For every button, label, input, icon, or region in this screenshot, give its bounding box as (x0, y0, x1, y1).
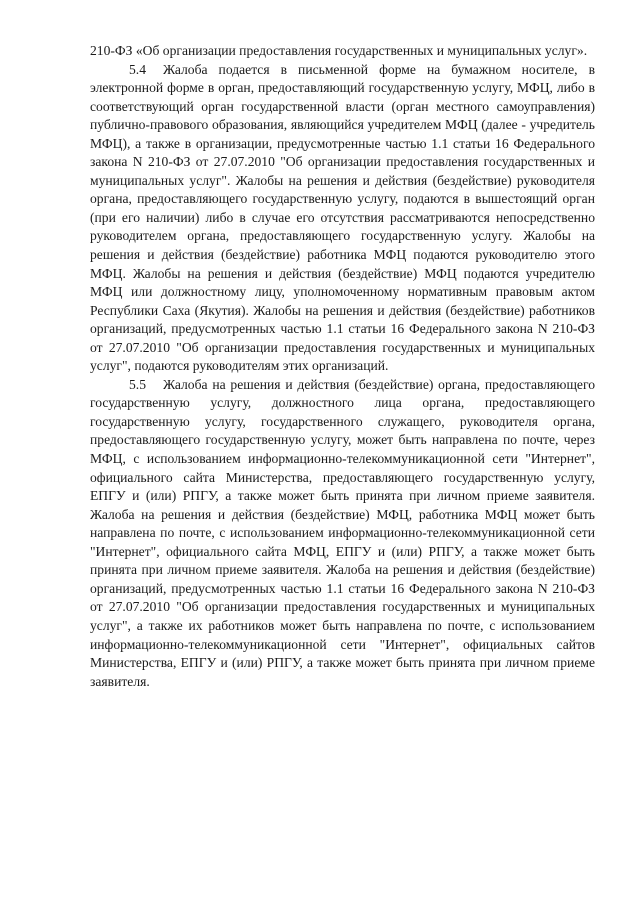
paragraph-5-4 (90, 61, 595, 376)
paragraph-text: Жалоба подается в письменной форме на бумажном носителе, в электронной форме в орган, предоставляющий государственную услугу, МФЦ, либо в соответствующий орган государственной власти (орган местного самоуправления) публично-правового образования, являющийся учредителем МФЦ (далее - учредитель МФЦ), а также в организации, предусмотренные частью 1.1 статьи 16 Федерального закона N 210-ФЗ от 27.07.2010 "Об организации предоставления государственных и муниципальных услуг". Жалобы на решения и действия (бездействие) руководителя органа, предоставляющего государственную услугу, подаются в вышестоящий орган (при его наличии) либо в случае его отсутствия рассматриваются непосредственно руководителем органа, предоставляющего государственную услугу. Жалобы на решения и действия (бездействие) работника МФЦ подаются руководителю этого МФЦ. Жалобы на решения и действия (бездействие) МФЦ подаются учредителю МФЦ или должностному лицу, уполномоченному нормативным правовым актом Республики Саха (Якутия). Жалобы на решения и действия (бездействие) работников организаций, предусмотренных частью 1.1 статьи 16 Федерального закона N 210-ФЗ от 27.07.2010 "Об организации предоставления государственных и муниципальных услуг", подаются руководителям этих организаций. (90, 61, 595, 374)
paragraph-number: 5.4 (129, 61, 146, 77)
paragraph-text: Жалоба на решения и действия (бездействие) органа, предоставляющего государственную услугу, должностного лица органа, предоставляющего государственную услугу, государственного служащего, руководителя органа, предоставляющего государственную услугу, может быть направлена по почте, через МФЦ, с использованием информационно-телекоммуникационной сети "Интернет", официального сайта Министерства, предоставляющего государственную услугу, ЕПГУ и (или) РПГУ, а также может быть принята при личном приеме заявителя. Жалоба на решения и действия (бездействие) МФЦ, работника МФЦ может быть направлена по почте, с использованием информационно-телекоммуникационной сети "Интернет", официального сайта МФЦ, ЕПГУ и (или) РПГУ, а также может быть принята при личном приеме заявителя. Жалоба на решения и действия (бездействие) организаций, предусмотренных частью 1.1 статьи 16 Федерального закона N 210-ФЗ от 27.07.2010 "Об организации предоставления государственных и муниципальных услуг", а также их работников может быть направлена по почте, с использованием информационно-телекоммуникационной сети "Интернет", официальных сайтов Министерства, ЕПГУ и (или) РПГУ, а также может быть принята при личном приеме заявителя. (90, 376, 595, 689)
paragraph-5-5 (90, 376, 595, 691)
paragraph-number: 5.5 (129, 376, 146, 392)
document-page (90, 42, 595, 691)
intro-text: 210-ФЗ «Об организации предоставления государственных и муниципальных услуг». (90, 43, 588, 58)
